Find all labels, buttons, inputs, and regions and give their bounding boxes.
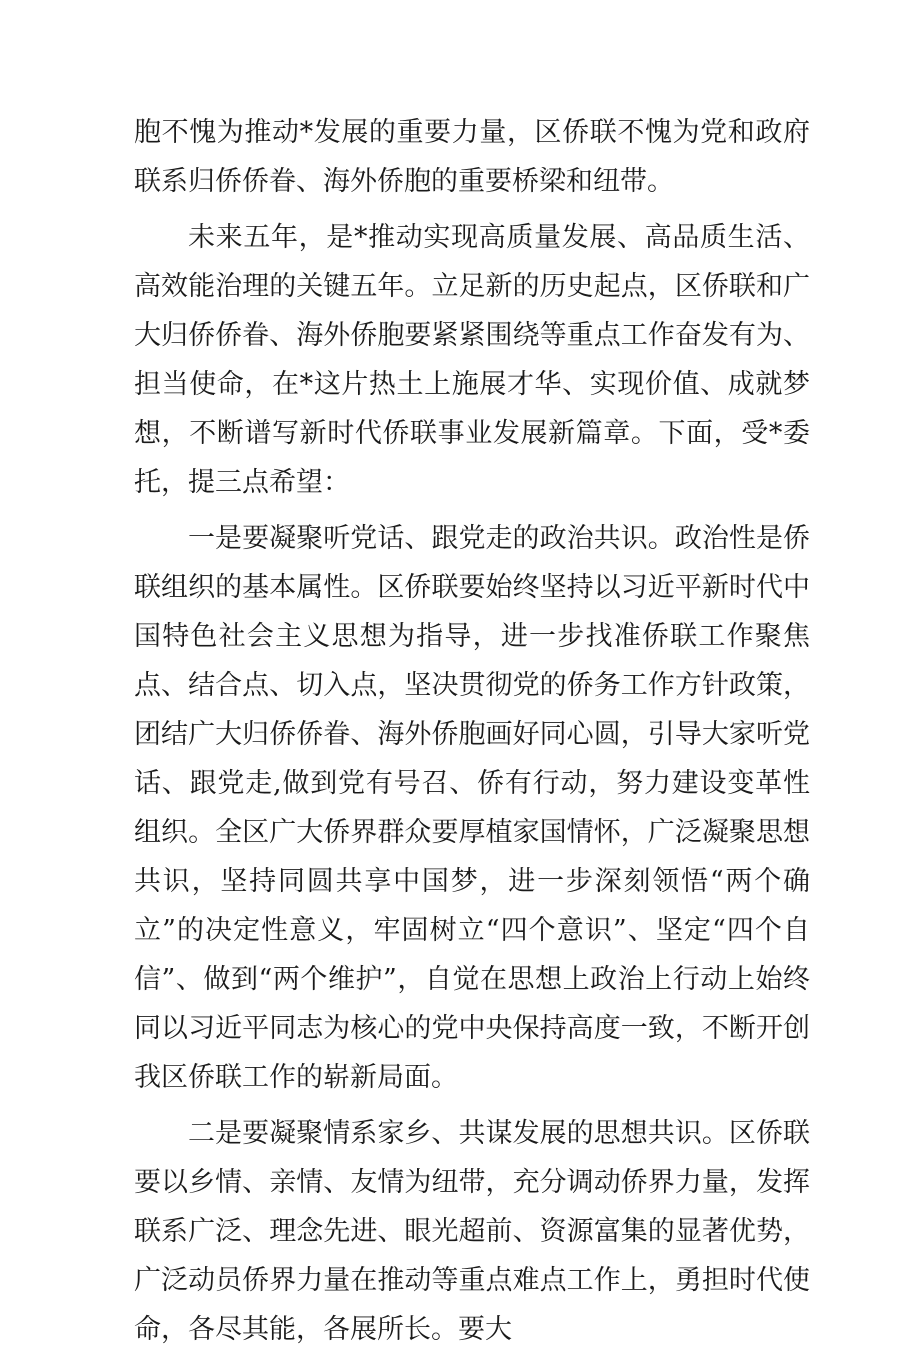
paragraph-continued: 胞不愧为推动*发展的重要力量，区侨联不愧为党和政府联系归侨侨眷、海外侨胞的重要桥梁和纽带。: [134, 117, 810, 197]
paragraph-future-five-years: 未来五年，是*推动实现高质量发展、高品质生活、高效能治理的关键五年。立足新的历史起点，区侨联和广大归侨侨眷、海外侨胞要紧紧围绕等重点工作奋发有为、担当使命，在*这片热土上施展才华、实现价值、成就梦想，不断谱写新时代侨联事业发展新篇章。下面，受*委托，提三点希望：: [134, 222, 810, 498]
document-body: [134, 108, 810, 1361]
paragraph-political-consensus: 一是要凝聚听党话、跟党走的政治共识。政治性是侨联组织的基本属性。区侨联要始终坚持以习近平新时代中国特色社会主义思想为指导，进一步找准侨联工作聚焦点、结合点、切入点，坚决贯彻党的侨务工作方针政策，团结广大归侨侨眷、海外侨胞画好同心圆，引导大家听党话、跟党走,做到党有号召、侨有行动，努力建设变革性组织。全区广大侨界群众要厚植家国情怀，广泛凝聚思想共识，坚持同圆共享中国梦，进一步深刻领悟“两个确立”的决定性意义，牢固树立“四个意识”、坚定“四个自信”、做到“两个维护”，自觉在思想上政治上行动上始终同以习近平同志为核心的党中央保持高度一致，不断开创我区侨联工作的崭新局面。: [134, 523, 810, 1093]
paragraph-development-consensus: 二是要凝聚情系家乡、共谋发展的思想共识。区侨联要以乡情、亲情、友情为纽带，充分调动侨界力量，发挥联系广泛、理念先进、眼光超前、资源富集的显著优势，广泛动员侨界力量在推动等重点难点工作上，勇担时代使命，各尽其能，各展所长。要大: [134, 1118, 810, 1345]
